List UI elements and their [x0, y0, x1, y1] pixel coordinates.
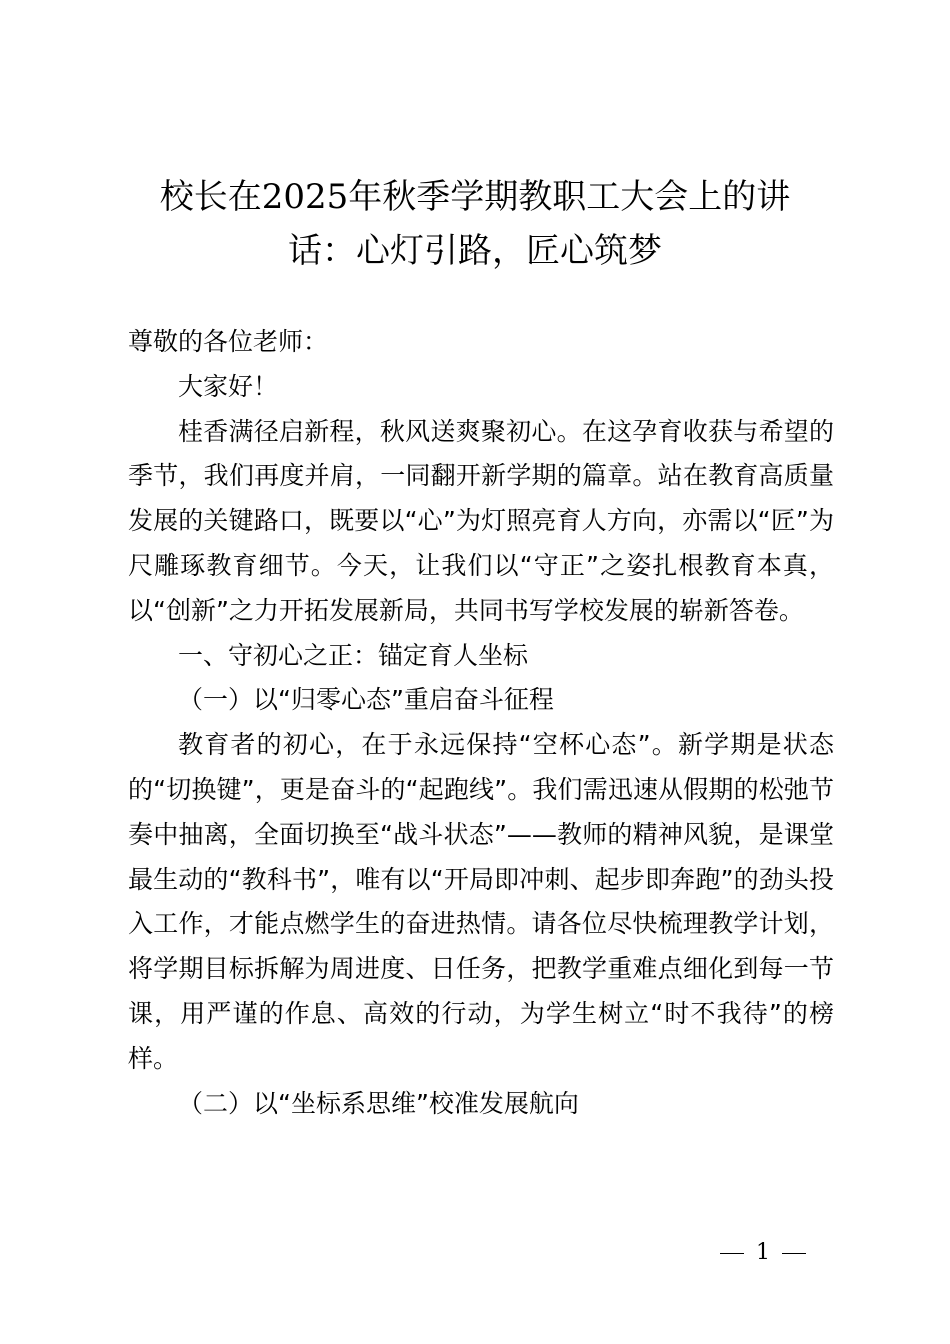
page-number: 1 [756, 1240, 770, 1265]
intro-paragraph: 桂香满径启新程，秋风送爽聚初心。在这孕育收获与希望的季节，我们再度并肩，一同翻开新学期的篇章。站在教育高质量发展的关键路口，既要以“心”为灯照亮育人方向，亦需以“匠”为尺雕琢教育细节。今天，让我们以“守正”之姿扎根教育本真，以“创新”之力开拓发展新局，共同书写学校发展的崭新答卷。 [128, 416, 834, 625]
section-heading-1: 一、守初心之正：锚定育人坐标 [178, 640, 529, 670]
subsection-heading-1: （一）以“归零心态”重启奋斗征程 [178, 685, 554, 715]
subsection-heading-2: （二）以“坐标系思维”校准发展航向 [178, 1088, 579, 1118]
title-line-1: 校长在2025年秋季学期教职工大会上的讲 [159, 177, 791, 217]
page-footer [720, 1238, 806, 1268]
title-line-2: 话：心灯引路，匠心筑梦 [288, 231, 662, 271]
footer-dash-left [720, 1253, 744, 1254]
salutation: 尊敬的各位老师： [128, 327, 329, 356]
document-body [128, 320, 834, 1126]
document-title [120, 170, 830, 278]
body-paragraph: 教育者的初心，在于永远保持“空杯心态”。新学期是状态的“切换键”，更是奋斗的“起跑线”。我们需迅速从假期的松弛节奏中抽离，全面切换至“战斗状态”——教师的精神风貌，是课堂最生动的“教科书”，唯有以“开局即冲刺、起步即奔跑”的劲头投入工作，才能点燃学生的奋进热情。请各位尽快梳理教学计划，将学期目标拆解为周进度、日任务，把教学重难点细化到每一节课，用严谨的作息、高效的行动，为学生树立“时不我待”的榜样。 [128, 730, 834, 1073]
greeting: 大家好！ [178, 371, 279, 401]
footer-dash-right [782, 1253, 806, 1254]
